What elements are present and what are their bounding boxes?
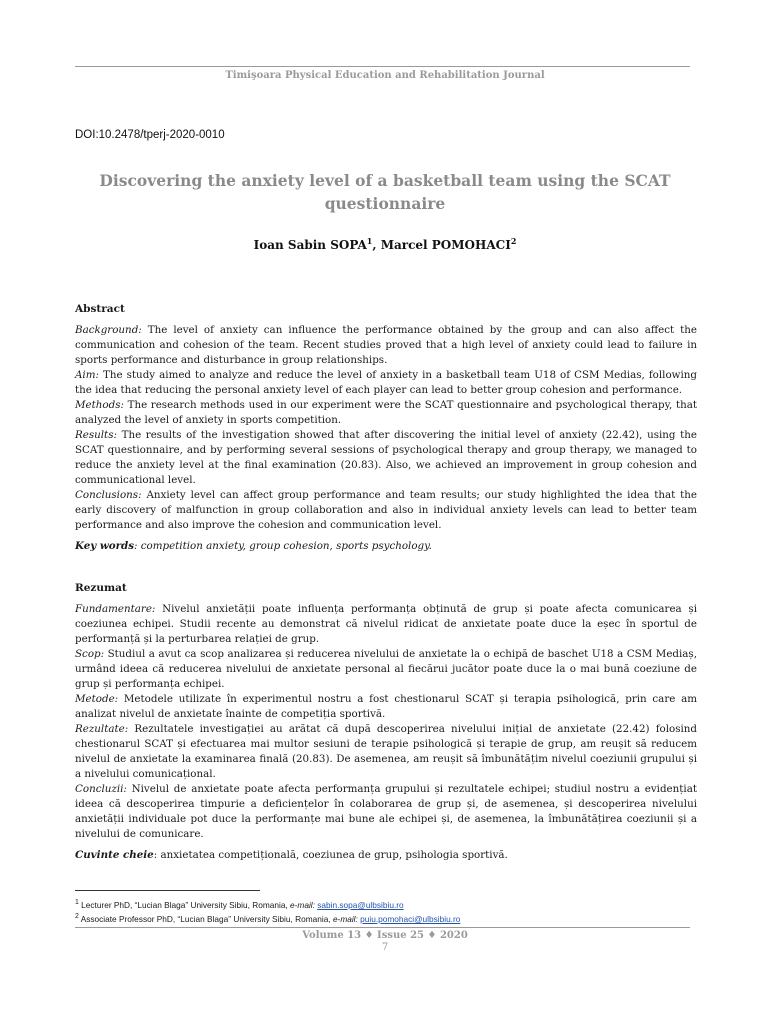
abstract-conclusions — [75, 488, 697, 533]
aim-text: The study aimed to analyze and reduce the level of anxiety in a basketball team U18 of CSM Medias, following the idea that reducing the personal anxiety level of each player can lead to better group cohesion and performance. — [75, 369, 697, 396]
concluzii-label: Concluzii: — [75, 783, 127, 795]
metode-label: Metode: — [75, 693, 119, 705]
keywords-text: : competition anxiety, group cohesion, sports psychology. — [134, 540, 432, 552]
author-1-footnote-mark[interactable]: 1 — [366, 236, 373, 246]
footnote-rule — [75, 890, 260, 891]
metode-text: Metodele utilizate în experimentul nostru a fost chestionarul SCAT și terapia psihologică, prin care am analizat nivelul de anxietate înainte de competiția sportivă. — [75, 693, 697, 720]
authors — [0, 236, 770, 252]
cuvinte-text: : anxietatea competițională, coeziunea de grup, psihologia sportivă. — [153, 849, 508, 861]
footnotes — [75, 897, 460, 925]
methods-label: Methods: — [75, 399, 124, 411]
footnote-2-text: Associate Professor PhD, “Lucian Blaga” University Sibiu, Romania, — [78, 913, 333, 924]
journal-name: Timişoara Physical Education and Rehabilitation Journal — [225, 70, 545, 81]
rezumat-heading: Rezumat — [75, 582, 127, 594]
results-label: Results: — [75, 429, 117, 441]
rezultate-text: Rezultatele investigației au arătat că după descoperirea nivelului inițial de anxietate (22.42) folosind chestionarul SCAT și efectuarea mai multor sesiuni de terapie psihologică și terapie de grup, am reușit să reducem nivelul de anxietate la examinarea finală (20.83). De asemenea, am reușit să îmbunătățim nivelul coeziunii grupului și a nivelului comunicațional. — [75, 723, 697, 780]
methods-text: The research methods used in our experiment were the SCAT questionnaire and psychological therapy, that analyzed the level of anxiety in sports competition. — [75, 399, 697, 426]
scop-text: Studiul a avut ca scop analizarea și reducerea nivelului de anxietate la o echipă de baschet U18 a CSM Mediaș, urmând ideea că reducerea nivelului de anxietate personal al fiecărui jucător poate duce la o mai bună coeziune de grup și performanța echipei. — [75, 648, 697, 690]
background-label: Background: — [75, 324, 142, 336]
rezumat-fundamentare — [75, 602, 697, 647]
abstract-aim — [75, 368, 697, 398]
rezumat-keywords — [75, 848, 697, 863]
rezumat-scop — [75, 647, 697, 692]
scop-label: Scop: — [75, 648, 105, 660]
author-1-name: Ioan Sabin SOPA — [253, 238, 367, 252]
footnote-1-email-link[interactable]: sabin.sopa@ulbsibiu.ro — [317, 899, 404, 910]
doi: DOI:10.2478/tperj-2020-0010 — [75, 129, 225, 141]
footnote-2-email-label: e-mail: — [332, 913, 358, 924]
results-text: The results of the investigation showed that after discovering the initial level of anxiety (22.42), using the SCAT questionnaire, and by performing several sessions of psychological therapy and group therapy, we managed to reduce the anxiety level at the final examination (20.83). Also, we achieved an improvement in group cohesion and communicational level. — [75, 429, 697, 486]
fundamentare-text: Nivelul anxietății poate influența performanța obținută de grup și poate afecta comunicarea și coeziunea echipei. Studii recente au demonstrat că nivelul ridicat de anxietate poate duce la eșec în sportul de performanță și la perturbarea relației de grup. — [75, 603, 697, 645]
fundamentare-label: Fundamentare: — [75, 603, 156, 615]
volume-issue: Volume 13 ♦ Issue 25 ♦ 2020 — [302, 930, 468, 941]
rezumat-rezultate — [75, 722, 697, 782]
footnote-2-email-link[interactable]: puiu.pomohaci@ulbsibiu.ro — [360, 913, 461, 924]
rezumat-section — [75, 581, 697, 863]
conclusions-label: Conclusions: — [75, 489, 142, 501]
abstract-background — [75, 323, 697, 368]
author-2-name: Marcel POMOHACI — [380, 238, 511, 252]
background-text: The level of anxiety can influence the performance obtained by the group and can also affect the communication and cohesion of the team. Recent studies proved that a high level of anxiety could lead to failure in sports performance and disturbance in group relationships. — [75, 324, 697, 366]
abstract-results — [75, 428, 697, 488]
concluzii-text: Nivelul de anxietate poate afecta performanța grupului și rezultatele echipei; studiul nostru a evidențiat ideea că descoperirea timpurie a deficiențelor în colaborarea de grup și, de asemenea, și descoperirea nivelului anxietății individuale pot duce la performanțe mai bune ale echipei și, de asemenea, la îmbunătățirea coeziunii și a nivelului de comunicare. — [75, 783, 697, 840]
footnote-1-text: Lecturer PhD, “Lucian Blaga” University Sibiu, Romania, — [78, 899, 291, 910]
keywords-label: Key words — [75, 540, 134, 552]
footnote-2 — [75, 911, 460, 925]
paper-title: Discovering the anxiety level of a basketball team using the SCAT questionnaire — [99, 171, 671, 213]
abstract-keywords — [75, 539, 697, 554]
conclusions-text: Anxiety level can affect group performance and team results; our study highlighted the idea that the early discovery of malfunction in group collaboration and also in individual anxiety levels can lead to better team performance and also improve the cohesion and communication level. — [75, 489, 697, 531]
footnote-2-mark: 2 — [75, 912, 79, 920]
page-number: 7 — [381, 942, 389, 953]
author-2-footnote-mark[interactable]: 2 — [510, 236, 517, 246]
header-rule — [75, 66, 690, 67]
footnote-1 — [75, 897, 460, 911]
footnote-1-mark: 1 — [75, 899, 79, 906]
footer-rule — [75, 927, 690, 928]
cuvinte-label: Cuvinte cheie — [75, 849, 154, 861]
aim-label: Aim: — [75, 369, 99, 381]
footnote-1-email-label: e-mail: — [290, 899, 315, 910]
rezumat-metode — [75, 692, 697, 722]
abstract-section — [75, 302, 697, 554]
rezumat-concluzii — [75, 782, 697, 842]
abstract-methods — [75, 398, 697, 428]
abstract-heading: Abstract — [75, 303, 125, 315]
author-separator: , — [372, 238, 381, 252]
rezultate-label: Rezultate: — [75, 723, 129, 735]
